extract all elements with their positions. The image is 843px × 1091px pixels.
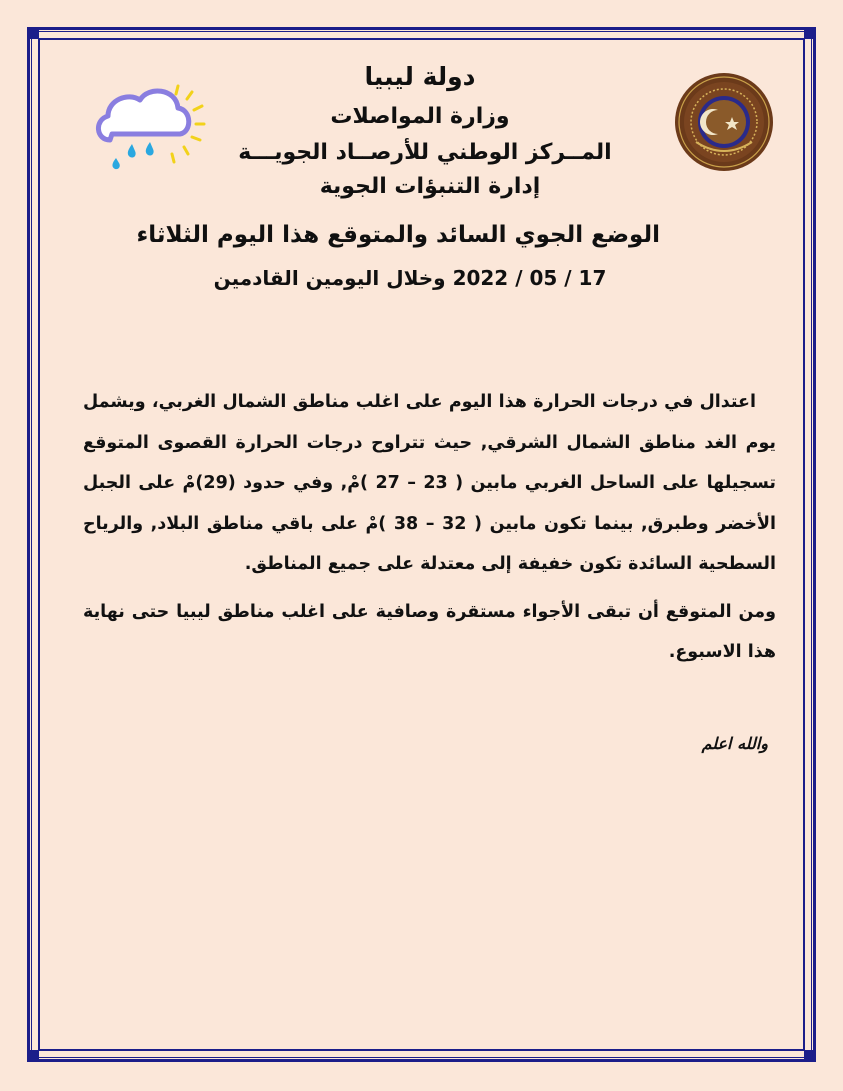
frame-corner <box>27 27 39 39</box>
frame-corner <box>804 27 816 39</box>
forecast-date: 17 / 05 / 2022 وخلال اليومين القادمين <box>213 266 607 290</box>
national-meteorological-center-seal-icon <box>674 72 774 172</box>
department-name: إدارة التنبؤات الجوية <box>319 174 541 199</box>
rain-cloud-sun-icon <box>92 82 212 172</box>
forecast-body <box>83 382 776 673</box>
forecast-title: الوضع الجوي السائد والمتوقع هذا اليوم الثلاثاء <box>136 222 660 248</box>
forecast-paragraph: ومن المتوقع أن تبقى الأجواء مستقرة وصافية على اغلب مناطق ليبيا حتى نهاية هذا الاسبوع. <box>83 601 776 662</box>
frame-corner <box>804 1050 816 1062</box>
ministry-name: وزارة المواصلات <box>330 104 510 129</box>
country-name: دولة ليبيا <box>364 62 476 91</box>
frame-corner <box>27 1050 39 1062</box>
document-page <box>40 40 803 1049</box>
closing-phrase: والله اعلم <box>701 734 768 753</box>
forecast-paragraph: اعتدال في درجات الحرارة هذا اليوم على اغلب مناطق الشمال الغربي، ويشمل يوم الغد مناطق الشمال الشرقي, حيث تتراوح درجات الحرارة القصوى المتوقع تسجيلها على الساحل الغربي مابين ( 23 – 27 )مْ, وفي حدود (29)مْ على الجبل الأخضر وطبرق, بينما تكون مابين ( 32 – 38 )مْ على باقي مناطق البلاد, والرياح السطحية السائدة تكون خفيفة إلى معتدلة على جميع المناطق. <box>83 392 777 574</box>
center-name: المــركز الوطني للأرصــاد الجويـــة <box>238 140 612 165</box>
